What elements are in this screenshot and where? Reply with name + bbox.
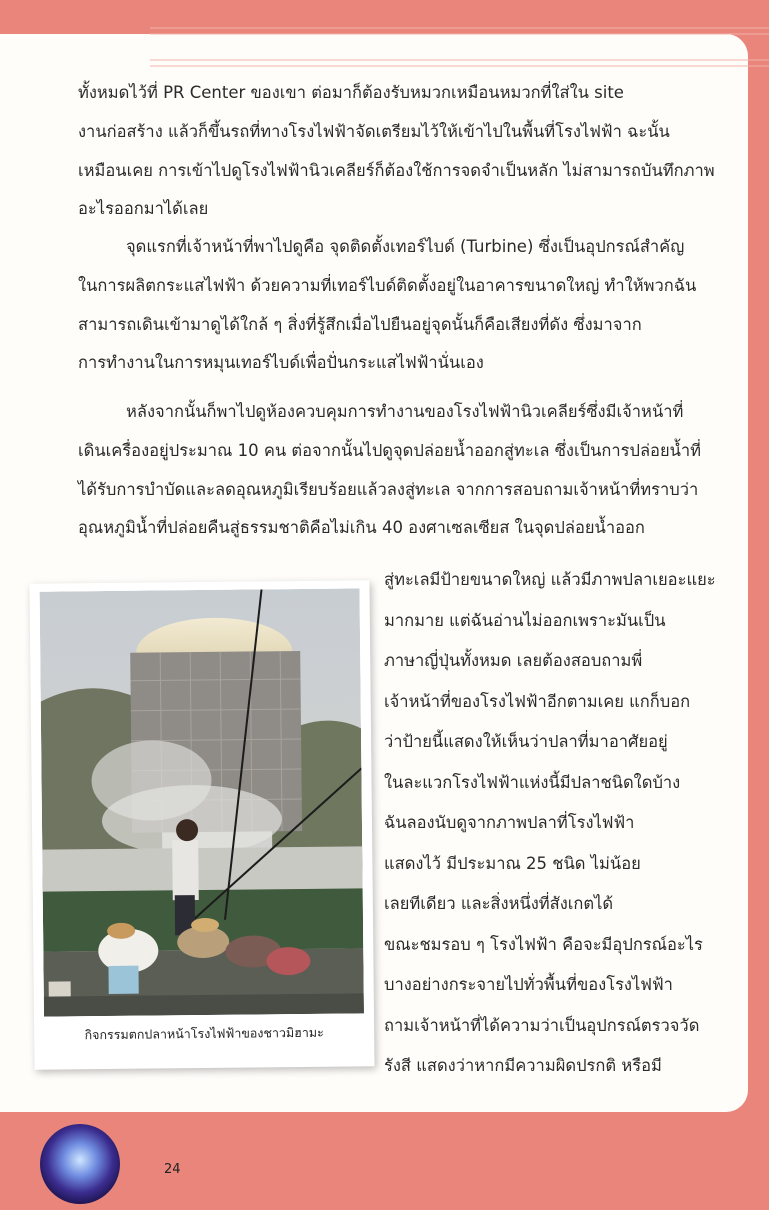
photo-caption: กิจกรรมตกปลาหน้าโรงไฟฟ้าของชาวมิฮามะ <box>84 1024 324 1043</box>
text-line: ภาษาญี่ปุ่นทั้งหมด เลยต้องสอบถามพี่ <box>384 651 643 670</box>
text-line: ว่าป้ายนี้แสดงให้เห็นว่าปลาที่มาอาศัยอยู่ <box>384 732 668 751</box>
text-line: รังสี แสดงว่าหากมีความผิดปรกติ หรือมี <box>384 1056 662 1075</box>
text-line: ได้รับการบำบัดและลดอุณหภูมิเรียบร้อยแล้วลงสู่ทะเล จากการสอบถามเจ้าหน้าที่ทราบว่า <box>78 479 699 499</box>
paragraph-wrap-column <box>384 560 720 1087</box>
text-line: หลังจากนั้นก็พาไปดูห้องควบคุมการทำงานของโรงไฟฟ้านิวเคลียร์ซึ่งมีเจ้าหน้าที่ <box>126 402 684 421</box>
text-line: อะไรออกมาได้เลย <box>78 199 209 219</box>
text-line: อุณหภูมิน้ำที่ปล่อยคืนสู่ธรรมชาติคือไม่เกิน 40 องศาเซลเซียส ในจุดปล่อยน้ำออก <box>78 518 645 538</box>
text-line: สู่ทะเลมีป้ายขนาดใหญ่ แล้วมีภาพปลาเยอะแยะ <box>384 570 716 589</box>
paragraph-intro <box>78 74 716 229</box>
photo-frame <box>29 580 374 1070</box>
text-line: เจ้าหน้าที่ของโรงไฟฟ้าอีกตามเคย แกก็บอก <box>384 691 691 711</box>
text-line: สามารถเดินเข้ามาดูได้ใกล้ ๆ สิ่งที่รู้สึกเมื่อไปยืนอยู่จุดนั้นก็คือเสียงที่ดัง ซึ่งมาจาก <box>78 314 642 334</box>
text-line: ฉันลองนับดูจากภาพปลาที่โรงไฟฟ้า <box>384 813 635 832</box>
text-line: มากมาย แต่ฉันอ่านไม่ออกเพราะมันเป็น <box>384 610 666 630</box>
text-line: แสดงไว้ มีประมาณ 25 ชนิด ไม่น้อย <box>384 853 641 873</box>
text-line: เหมือนเคย การเข้าไปดูโรงไฟฟ้านิวเคลียร์ก็ต้องใช้การจดจำเป็นหลัก ไม่สามารถบันทึกภาพ <box>78 160 715 180</box>
orb-logo-icon <box>40 1124 120 1204</box>
text-line: ในละแวกโรงไฟฟ้าแห่งนี้มีปลาชนิดใดบ้าง <box>384 772 681 792</box>
text-line: จุดแรกที่เจ้าหน้าที่พาไปดูคือ จุดติดตั้งเทอร์ไบด์ (Turbine) ซึ่งเป็นอุปกรณ์สำคัญ <box>126 237 685 256</box>
nuclear-plant-fishing-illustration <box>40 588 364 1016</box>
footer-decoration <box>0 0 769 90</box>
paragraph-control-room <box>78 393 716 548</box>
fishing-photo <box>40 588 364 1016</box>
text-line: เดินเครื่องอยู่ประมาณ 10 คน ต่อจากนั้นไปดูจุดปล่อยน้ำออกสู่ทะเล ซึ่งเป็นการปล่อยน้ำที่ <box>78 440 702 460</box>
text-line: ในการผลิตกระแสไฟฟ้า ด้วยความที่เทอร์ไบด์ติดตั้งอยู่ในอาคารขนาดใหญ่ ทำให้พวกฉัน <box>78 275 697 295</box>
text-line: ทั้งหมดไว้ที่ PR Center ของเขา ต่อมาก็ต้องรับหมวกเหมือนหมวกที่ใส่ใน site <box>78 83 624 102</box>
text-line: ขณะชมรอบ ๆ โรงไฟฟ้า คือจะมีอุปกรณ์อะไร <box>384 934 703 954</box>
text-line: เลยทีเดียว และสิ่งหนึ่งที่สังเกตได้ <box>384 894 614 913</box>
text-line: การทำงานในการหมุนเทอร์ไบด์เพื่อปั่นกระแสไฟฟ้านั่นเอง <box>78 353 484 373</box>
page-number: 24 <box>164 1162 181 1177</box>
text-line: ถามเจ้าหน้าที่ได้ความว่าเป็นอุปกรณ์ตรวจวัด <box>384 1015 700 1035</box>
text-line: บางอย่างกระจายไปทั่วพื้นที่ของโรงไฟฟ้า <box>384 975 673 994</box>
text-line: งานก่อสร้าง แล้วก็ขึ้นรถที่ทางโรงไฟฟ้าจัดเตรียมไว้ให้เข้าไปในพื้นที่โรงไฟฟ้า ฉะนั้น <box>78 121 670 141</box>
paragraph-turbine <box>78 228 716 383</box>
